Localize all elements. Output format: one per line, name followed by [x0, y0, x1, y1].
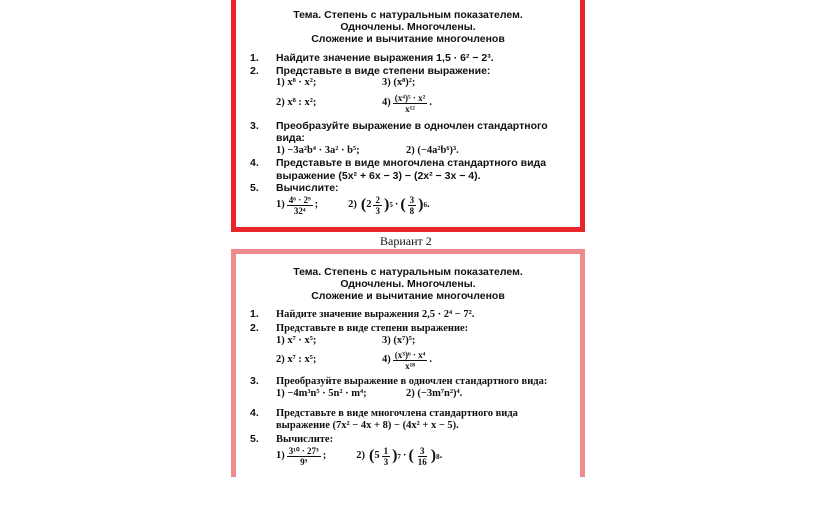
task-text: Представьте в виде степени выражение:: [276, 64, 491, 77]
task-text: Представьте в виде многочлена стандартного вида выражение (7x² − 4x + 8) − (4x² + x − 5).: [276, 407, 518, 431]
task-number: 1.: [250, 308, 259, 320]
topic-line-3: Сложение и вычитание многочленов: [311, 33, 505, 45]
fraction-denominator: 3: [375, 205, 380, 216]
task-2-line-a: [250, 77, 574, 90]
fraction-denominator: 16: [417, 457, 427, 467]
task-5-items: 1) $\frac{\text{3¹⁰ · 27³}}{\text{9⁹}}$ ; 2) ( 5 $\frac{1}{3}$ ) 7 · ( $\frac{3}{16}$ ) 8 .: [276, 446, 443, 467]
fraction: [287, 195, 313, 216]
task-3-items: [250, 145, 574, 158]
task-item: 1) x⁸ · x²;: [276, 77, 317, 88]
punctuation: .: [429, 96, 432, 108]
task-item-label: 1): [276, 198, 285, 210]
mixed-whole: 5: [374, 450, 380, 462]
fraction: [393, 93, 428, 114]
fraction: [382, 446, 391, 467]
task-text: Преобразуйте выражение в одночлен стандартного вида:: [276, 119, 548, 144]
fraction-denominator: x¹⁸: [405, 360, 415, 371]
task-4: [250, 157, 574, 182]
fraction-numerator: 3: [420, 446, 425, 456]
task-2: [250, 65, 574, 78]
task-3: [250, 375, 574, 389]
fraction: [408, 195, 417, 216]
topic-header: [236, 266, 580, 302]
task-item: 1) −3a²b⁴ · 3a² · b⁵;: [276, 144, 360, 156]
task-5-items: 1) $\frac{\text{4⁶ · 2⁹}}{\text{32⁴}}$ ; 2) ( 2 $\frac{2}{3}$ ) 5 · ( $\frac{3}{8}$ ) 6 .: [276, 194, 430, 216]
topic-header: [236, 9, 580, 45]
task-3-items: [250, 388, 574, 401]
task-number: 2.: [250, 64, 259, 77]
task-number: 5.: [250, 182, 259, 194]
topic-line-2: Одночлены. Многочлены.: [340, 278, 476, 290]
fraction-numerator: 3: [409, 194, 415, 205]
fraction-denominator: x¹²: [405, 103, 415, 114]
task-item: 2) (−4a²b⁶)³.: [406, 144, 459, 156]
task-text: Представьте в виде степени выражение:: [276, 322, 469, 334]
task-item: 2) (−3m⁷n²)⁴.: [406, 388, 463, 399]
fraction-denominator: 32⁴: [293, 205, 306, 216]
fraction-denominator: 9⁹: [300, 457, 308, 467]
variant-1-card: [231, 0, 585, 232]
fraction-numerator: 2: [375, 194, 380, 205]
task-item-label: 4): [382, 96, 391, 108]
task-5: [250, 182, 574, 195]
fraction-denominator: 8: [409, 205, 415, 216]
task-item: 1) −4m³n⁵ · 5n² · m⁴;: [276, 388, 367, 399]
topic-line-2: Одночлены. Многочлены.: [340, 21, 476, 33]
topic-label: Тема.: [293, 266, 322, 278]
task-5: [250, 433, 574, 447]
multiply-sign: ·: [402, 450, 407, 462]
fraction-numerator: (x⁴)⁵ · x²: [394, 92, 426, 103]
task-text: Вычислите:: [276, 433, 334, 445]
task-item-label: 2): [348, 198, 357, 210]
task-text: Найдите значение выражения 2,5 · 2⁴ − 7².: [276, 309, 475, 320]
variant-2-card: [231, 249, 585, 477]
task-text: Вычислите:: [276, 182, 339, 194]
task-2-line-b: [250, 93, 574, 114]
task-number: 5.: [250, 432, 259, 445]
multiply-sign: ·: [394, 198, 399, 210]
task-item: 2) x⁸ : x²;: [276, 96, 317, 108]
task-3: [250, 120, 574, 145]
task-item-label: 1): [276, 450, 285, 462]
fraction-numerator: 3¹⁰ · 27³: [288, 446, 319, 456]
punctuation: ;: [322, 450, 327, 462]
task-text: Найдите значение выражения 1,5 · 6² − 2³.: [276, 52, 494, 64]
topic-line-1: Степень с натуральным показателем.: [324, 266, 523, 278]
task-number: 3.: [250, 119, 259, 132]
task-item: 3) (x⁸)²;: [382, 77, 416, 88]
task-number: 4.: [250, 406, 259, 419]
mixed-whole: 2: [366, 198, 372, 210]
task-list: [250, 52, 574, 216]
task-1: [250, 308, 574, 322]
task-item-label: 4): [382, 353, 391, 365]
fraction-numerator: 1: [383, 446, 389, 456]
punctuation: .: [429, 353, 432, 365]
task-item: 2) x⁷ : x⁵;: [276, 353, 317, 365]
topic-label: Тема.: [293, 9, 322, 21]
task-item: 3) (x⁷)⁵;: [382, 335, 416, 346]
fraction: [416, 446, 429, 467]
fraction: [393, 350, 428, 371]
fraction-numerator: 4⁶ · 2⁹: [288, 194, 311, 205]
task-1: [250, 52, 574, 65]
topic-line-3: Сложение и вычитание многочленов: [311, 290, 505, 302]
task-number: 4.: [250, 157, 259, 169]
task-text: Преобразуйте выражение в одночлен стандартного вида:: [276, 375, 548, 387]
fraction: [373, 195, 382, 216]
punctuation: .: [426, 198, 430, 210]
task-2: [250, 322, 574, 336]
fraction: [287, 446, 321, 467]
task-item-label: 2): [356, 450, 366, 462]
task-text: Представьте в виде многочлена стандартного вида выражение (5x² + 6x − 3) − (2x² − 3x − 4).: [276, 157, 547, 182]
task-list: [250, 308, 574, 467]
task-2-line-a: [250, 335, 574, 348]
punctuation: .: [439, 450, 443, 462]
task-2-line-b: [250, 350, 574, 371]
topic-line-1: Степень с натуральным показателем.: [324, 9, 523, 21]
task-number: 2.: [250, 321, 259, 334]
punctuation: ;: [314, 198, 319, 210]
task-4: [250, 407, 574, 433]
task-item: 1) x⁷ · x⁵;: [276, 335, 317, 346]
fraction-numerator: (x³)⁶ · x⁴: [394, 349, 426, 360]
fraction-denominator: 3: [383, 457, 389, 467]
task-number: 3.: [250, 374, 259, 387]
variant-label: Вариант 2: [380, 234, 432, 248]
task-number: 1.: [250, 52, 259, 64]
